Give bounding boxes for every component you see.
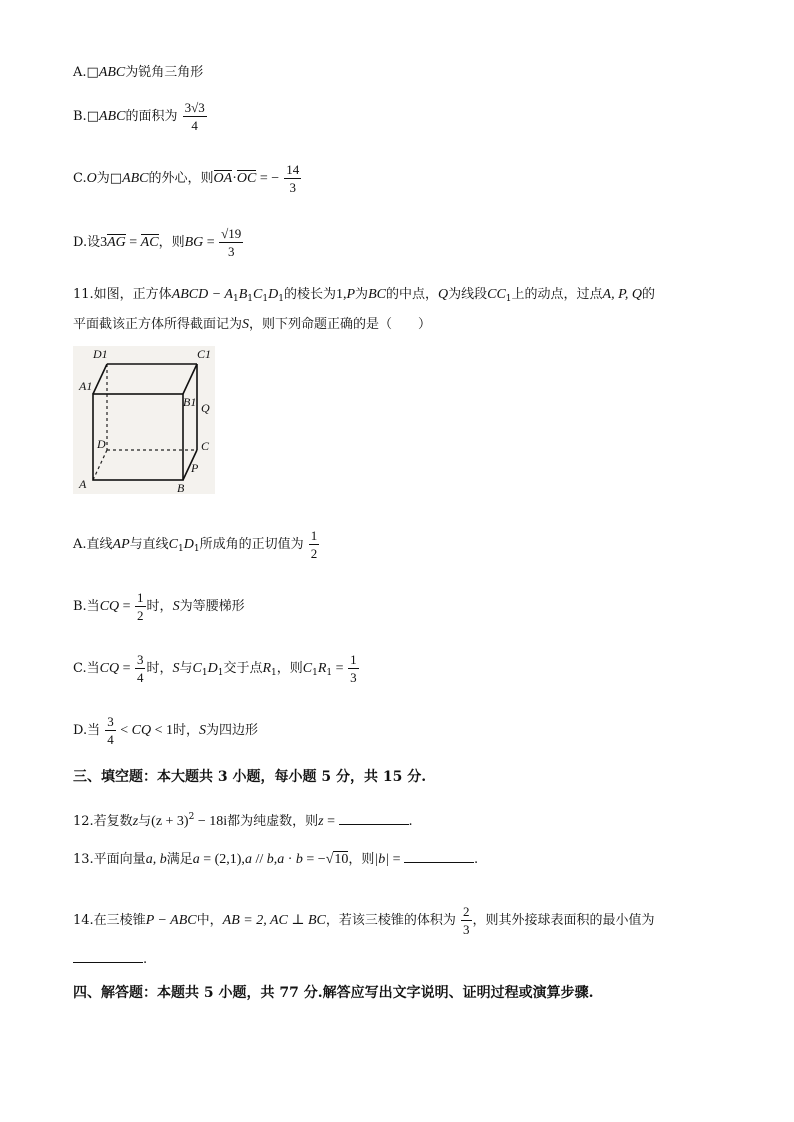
label-c: C [201,439,210,453]
label-d1: D1 [93,347,108,361]
fraction: $\frac{1}{2}$ [310,528,318,561]
label-p: P [191,461,199,475]
fraction: $\frac{√19}{3}$ [221,226,242,259]
cube-figure [73,346,215,494]
label-d: D [97,437,106,451]
q11-option-b: B.当CQ = $\frac{1}{2}$ 时，S为等腰梯形 [73,590,245,623]
q11-stem-line2: 平面截该正方体所得截面记为S，则下列命题正确的是（ ） [73,317,432,332]
q12: 12.若复数z与$(z + 3)^2 - 18i$都为纯虚数，则z = . [73,812,413,829]
label-q: Q [201,401,210,415]
label-b: B [177,481,185,494]
fraction: $\frac{3}{4}$ [136,652,144,685]
q14: 14.在三棱锥P − ABC中，AB = 2, AC ⊥ BC，若该三棱锥的体积为 $\frac{2}{3}$ ，则其外接球表面积的最小值为 [73,904,655,937]
fraction: $\frac{1}{2}$ [137,590,144,623]
fraction: $\frac{3√3}{4}$ [184,100,205,133]
q10-option-a: A.□ABC为锐角三角形 [73,65,204,80]
answer-blank [404,848,474,863]
q11-stem-line1: 11.如图，正方体ABCD − $A_1B_1C_1D_1$的棱长为1,P为BC的中点，Q为线段$CC_1$上的动点，过点A, P, Q的 [73,287,655,304]
q10-option-b: B.□ABC的面积为 $\frac{3√3}{4}$ [73,100,205,133]
q14-answer-line: . [73,948,147,969]
q10-option-d: D.设3AG = AC，则BG = $\frac{√19}{3}$ [73,226,242,259]
label-a1: A1 [79,379,93,393]
label-a: A [79,477,87,491]
label-c1: C1 [197,347,212,361]
fraction: $\frac{2}{3}$ [463,904,470,937]
section-3-heading: 三、填空题：本大题共 3 小题，每小题 5 分，共 15 分. [73,769,427,785]
fraction: $\frac{1}{3}$ [350,652,357,685]
q13: 13.平面向量a, b满足a = (2,1),a // b,a · b = −√10，则|b| = . [73,848,478,869]
label-b1: B1 [183,395,197,409]
q11-option-a: A.直线AP与直线$C_1D_1$所成角的正切值为 $\frac{1}{2}$ [73,528,318,561]
fraction: $\frac{14}{3}$ [286,162,300,195]
section-4-heading: 四、解答题：本题共 5 小题，共 77 分.解答应写出文字说明、证明过程或演算步骤. [73,985,594,1001]
q11-option-d: D.当 $\frac{3}{4}$ < CQ < 1时，S为四边形 [73,714,259,747]
q11-option-c: C.当CQ = $\frac{3}{4}$ 时，S与$C_1D_1$交于点$R_1$，则$C_1R_1$ = $\frac{1}{3}$ [73,652,357,685]
answer-blank [339,810,409,825]
q10-option-c: C.O为□ABC的外心，则OA·OC = − $\frac{14}{3}$ [73,162,300,195]
fraction: $\frac{3}{4}$ [107,714,114,747]
answer-blank [73,948,143,963]
